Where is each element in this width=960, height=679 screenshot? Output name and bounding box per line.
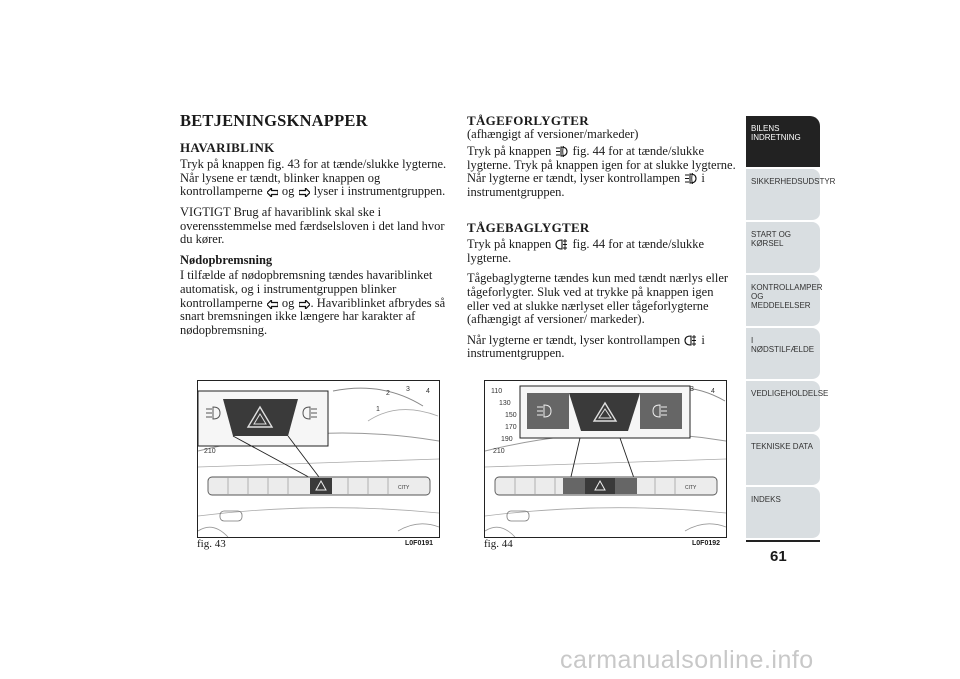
rear-fog-paragraph-1: Tryk på knappen fig. 44 for at tænde/slukke lygterne. (467, 237, 705, 265)
svg-text:CITY: CITY (398, 485, 410, 491)
svg-text:2: 2 (386, 390, 390, 397)
chapter-sidebar (746, 116, 836, 540)
rear-fog-light-icon (684, 335, 697, 346)
svg-text:190: 190 (501, 436, 513, 443)
front-fog-subtitle: (afhængigt af versioner/markeder) (467, 126, 639, 141)
section-heading: BETJENINGSKNAPPER (180, 111, 368, 130)
front-fog-paragraph: Tryk på knappen fig. 44 for at tænde/slukke lygterne. Tryk på knappen igen for at slukke lygterne. Når lygterne er tændt, lyser kontrollampen i instrumentgruppen. (467, 144, 736, 199)
figure-44-caption: fig. 44 (484, 538, 513, 550)
page-number: 61 (770, 548, 787, 565)
svg-text:CITY: CITY (685, 485, 697, 491)
figure-44-code: L0F0192 (692, 540, 721, 547)
turn-right-arrow-icon (299, 188, 310, 197)
right-column (467, 114, 737, 368)
svg-text:4: 4 (711, 388, 715, 395)
figure-43-dashboard (197, 380, 440, 538)
tab-bilens-indretning[interactable]: BILENS INDRETNING (746, 116, 820, 168)
tab-indeks[interactable]: INDEKS (746, 487, 820, 539)
rear-fog-paragraph-2: Tågebaglygterne tændes kun med tændt nærlys eller tågeforlygter. Sluk ved at trykke på knappen igen eller ved at slukke nærlyset eller tågeforlygterne (afhængigt af versioner/ markeder). (467, 271, 729, 327)
figure-43-code: L0F0191 (405, 540, 434, 547)
rear-fog-paragraph-3: Når lygterne er tændt, lyser kontrollampen i instrumentgruppen. (467, 332, 705, 361)
hazard-note: VIGTIGT Brug af havariblink skal ske i overensstemmelse med færdselsloven i det land hvor du kører. (180, 204, 445, 247)
svg-text:210: 210 (493, 448, 505, 455)
svg-text:3: 3 (690, 386, 694, 393)
hazard-title: HAVARIBLINK (180, 139, 275, 155)
svg-text:3: 3 (406, 386, 410, 393)
rear-fog-title: TÅGEBAGLYGTER (467, 219, 590, 235)
tab-sikkerhedsudstyr[interactable]: SIKKERHEDSUDSTYR (746, 169, 820, 221)
turn-right-arrow-icon (299, 300, 310, 309)
front-fog-light-icon (555, 146, 568, 157)
svg-text:150: 150 (505, 412, 517, 419)
front-fog-title: TÅGEFORLYGTER (467, 113, 589, 128)
watermark: carmanualsonline.info (560, 646, 814, 674)
sidebar-divider (746, 540, 820, 542)
front-fog-light-icon (684, 173, 697, 184)
svg-text:110: 110 (491, 388, 503, 395)
speed-label: 210 (204, 448, 216, 455)
tab-vedligeholdelse[interactable]: VEDLIGEHOLDELSE (746, 381, 820, 433)
svg-text:1: 1 (376, 406, 380, 413)
svg-text:170: 170 (505, 424, 517, 431)
emergency-paragraph: I tilfælde af nødopbremsning tændes havariblinket automatisk, og i instrumentgruppen blinker kontrollamperne og . Havariblinket afbrydes så snart bremsningen ikke længere har karakter af nødopbremsning. (180, 268, 446, 337)
tab-kontrollamper[interactable]: KONTROLLAMPER OG MEDDELELSER (746, 275, 820, 327)
emergency-title: Nødopbremsning (180, 252, 273, 267)
rear-fog-light-icon (555, 239, 568, 250)
tab-i-nodstilfaelde[interactable]: I NØDSTILFÆLDE (746, 328, 820, 380)
turn-left-arrow-icon (267, 300, 278, 309)
figure-43-caption: fig. 43 (197, 538, 226, 550)
turn-left-arrow-icon (267, 188, 278, 197)
hazard-paragraph: Tryk på knappen fig. 43 for at tænde/slukke lygterne. Når lysene er tændt, blinker knappen og kontrollamperne og lyser i instrumentgruppen. (180, 157, 447, 199)
svg-text:4: 4 (426, 388, 430, 395)
tab-tekniske-data[interactable]: TEKNISKE DATA (746, 434, 820, 486)
figure-44-dashboard (484, 380, 727, 538)
left-column (180, 111, 450, 344)
tab-start-og-korsel[interactable]: START OG KØRSEL (746, 222, 820, 274)
svg-text:130: 130 (499, 400, 511, 407)
